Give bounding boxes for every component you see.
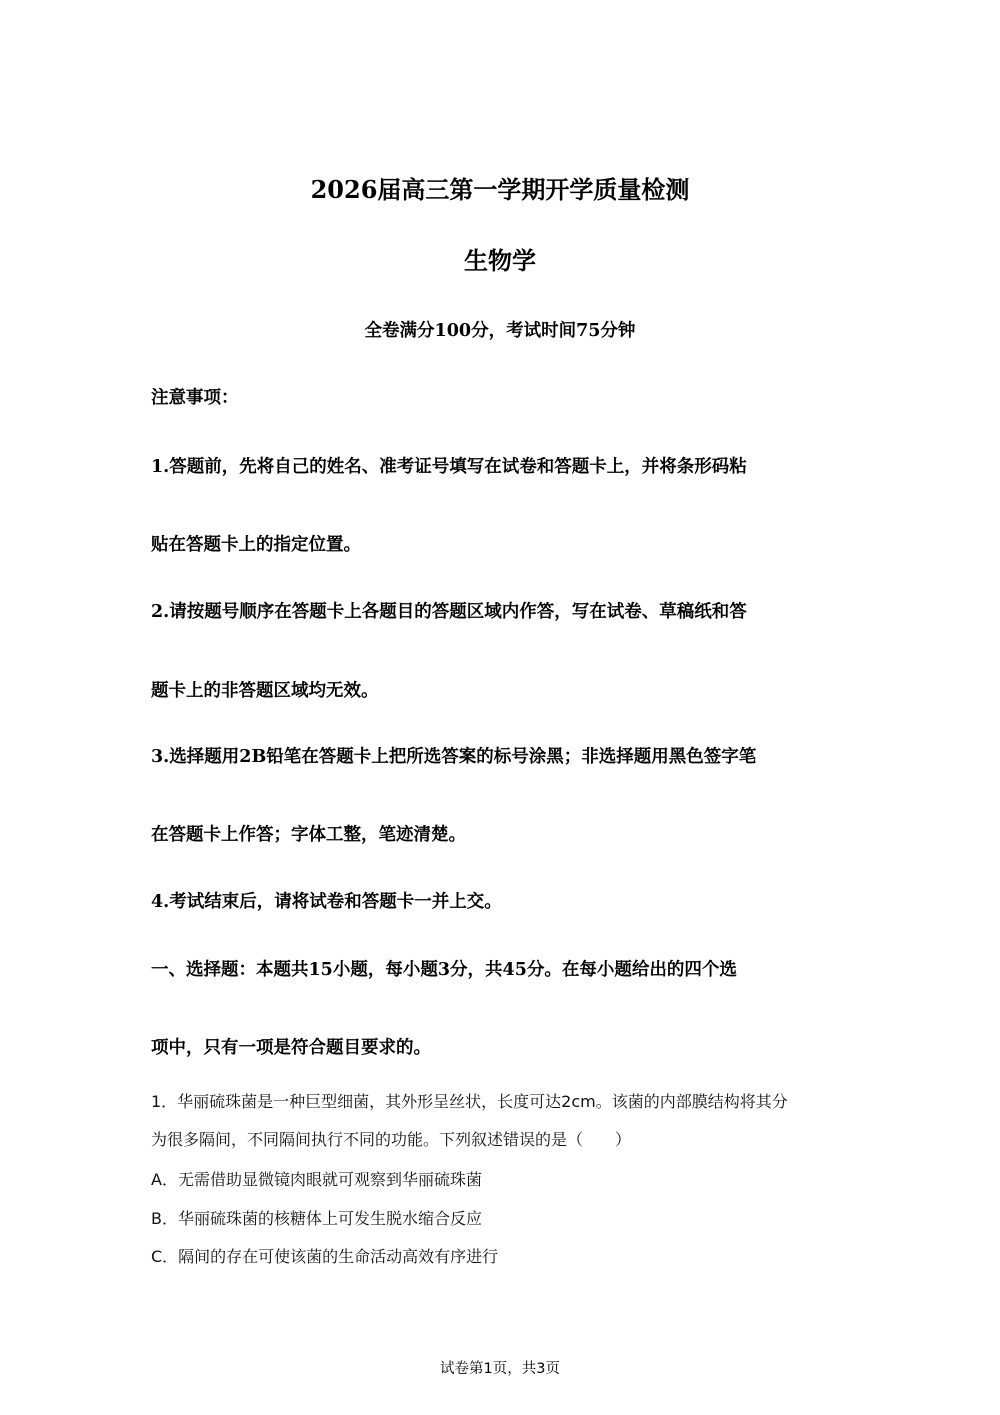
notice-item-2-line-2: 题卡上的非答题区域均无效。 [151,681,379,701]
section-1-heading-line-2: 项中，只有一项是符合题目要求的。 [151,1038,431,1058]
subject-title: 生物学 [464,246,536,275]
exam-title: 2026届高三第一学期开学质量检测 [310,175,690,204]
question-1-option-b: B．华丽硫珠菌的核糖体上可发生脱水缩合反应 [151,1209,482,1228]
notice-heading: 注意事项： [151,388,239,408]
notice-item-2-line-1: 2.请按题号顺序在答题卡上各题目的答题区域内作答，写在试卷、草稿纸和答 [151,602,747,622]
section-1-heading-line-1: 一、选择题：本题共15小题，每小题3分，共45分。在每小题给出的四个选 [151,960,737,980]
question-1-option-c: C．隔间的存在可使该菌的生命活动高效有序进行 [151,1247,499,1266]
question-1-stem-line-1: 1．华丽硫珠菌是一种巨型细菌，其外形呈丝状，长度可达2cm。该菌的内部膜结构将其分 [151,1092,788,1111]
notice-item-1-line-2: 贴在答题卡上的指定位置。 [151,535,361,555]
notice-item-1-line-1: 1.答题前，先将自己的姓名、准考证号填写在试卷和答题卡上，并将条形码粘 [151,457,747,477]
notice-item-4: 4.考试结束后，请将试卷和答题卡一并上交。 [151,892,502,912]
question-1-stem-line-2: 为很多隔间，不同隔间执行不同的功能。下列叙述错误的是（ ） [151,1130,632,1149]
notice-item-3-line-2: 在答题卡上作答；字体工整，笔迹清楚。 [151,825,466,845]
exam-info: 全卷满分100分，考试时间75分钟 [364,321,636,341]
question-1-option-a: A．无需借助显微镜肉眼就可观察到华丽硫珠菌 [151,1170,482,1189]
page-footer: 试卷第1页，共3页 [440,1361,560,1377]
notice-item-3-line-1: 3.选择题用2B铅笔在答题卡上把所选答案的标号涂黑；非选择题用黑色签字笔 [151,747,757,767]
